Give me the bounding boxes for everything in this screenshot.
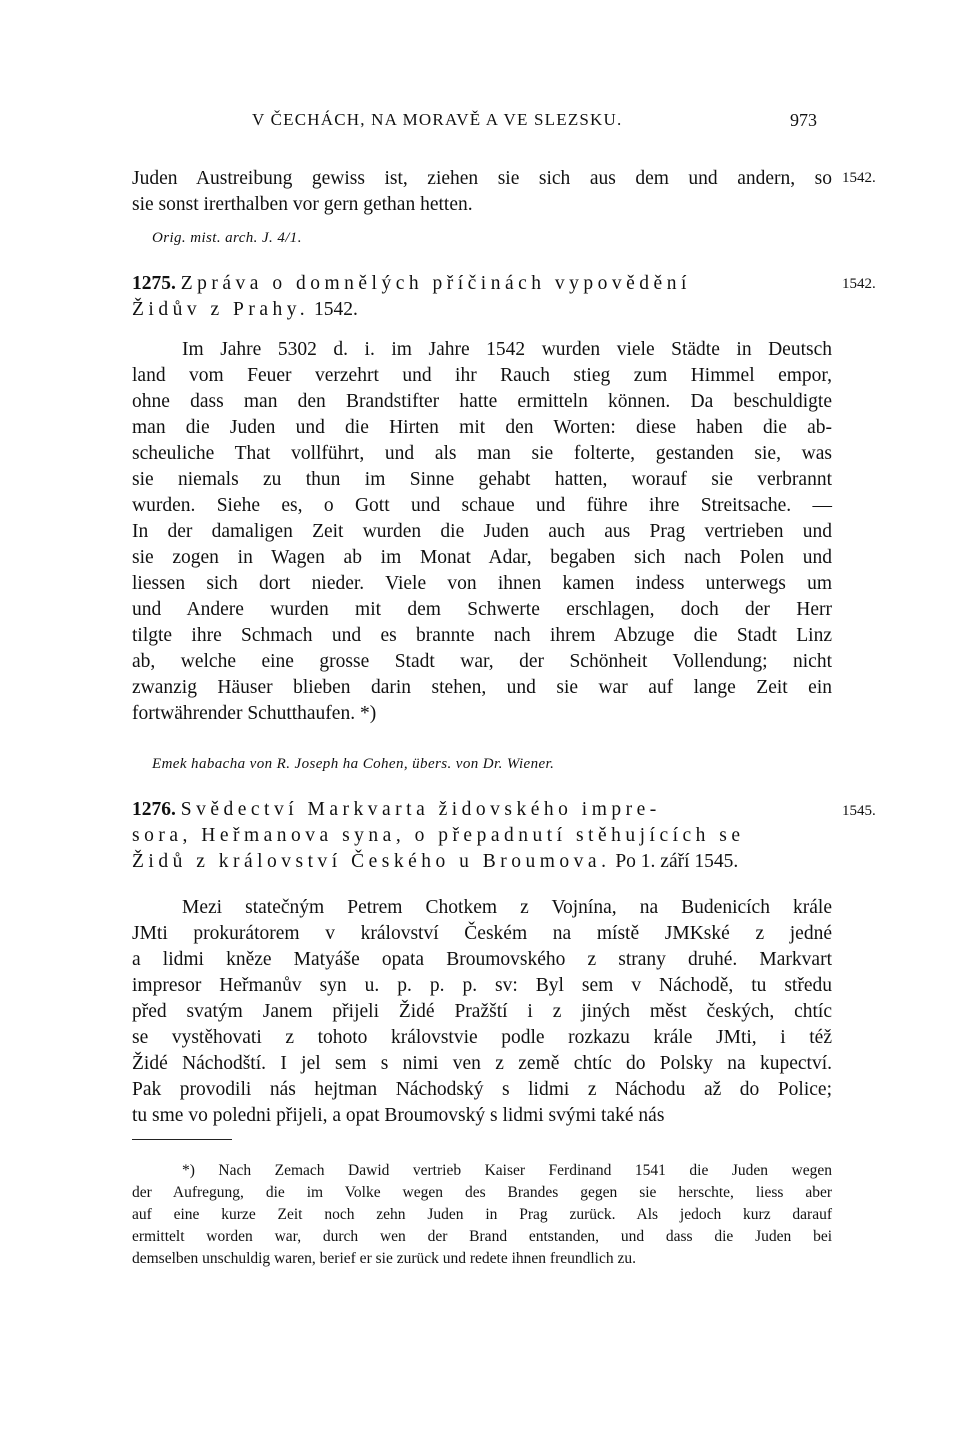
entry-number: 1276. <box>132 799 176 820</box>
page-header <box>0 110 960 138</box>
text-line: In der damaligen Zeit wurden die Juden auch aus Prag vertrieben und <box>132 521 832 542</box>
entry-1276-heading <box>132 797 837 875</box>
text-line: impresor Heřmanův syn u. p. p. p. sv: Byl sem v Náchodě, tu středu <box>132 975 832 996</box>
text-line: man die Juden und die Hirten mit den Worten: diese haben die ab- <box>132 417 832 438</box>
text-line: tilgte ihre Schmach und es brannte nach ihrem Abzuge die Stadt Linz <box>132 625 832 646</box>
entry-1276-body <box>132 895 832 1129</box>
text-line: ab, welche eine grosse Stadt war, der Schönheit Vollendung; nicht <box>132 651 832 672</box>
text-line: a lidmi kněze Matyáše opata Broumovského z strany druhé. Markvart <box>132 949 832 970</box>
text-line: auf eine kurze Zeit noch zehn Juden in Prag zurück. Als jedoch kurz darauf <box>132 1206 832 1223</box>
text-line: ohne dass man den Brandstifter hatte ermitteln können. Da beschuldigte <box>132 391 832 412</box>
entry-title-continued: sora, Heřmanova syna, o přepadnutí stěhujících se <box>132 825 745 846</box>
source-citation: Orig. mist. arch. J. 4/1. <box>152 230 302 246</box>
entry-title: Svědectví Markvarta židovského impre- <box>180 799 661 820</box>
margin-year: 1542. <box>842 170 876 186</box>
intro-paragraph <box>132 166 832 218</box>
text-line: Židé Náchodští. I jel sem s nimi ven z země chtíc do Polsky na kupectví. <box>132 1053 832 1074</box>
source-citation: Emek habacha von R. Joseph ha Cohen, übers. von Dr. Wiener. <box>152 756 555 772</box>
text-line: wurden. Siehe es, o Gott und schaue und führe ihre Streitsache. — <box>132 495 832 516</box>
entry-number: 1275. <box>132 273 176 294</box>
entry-title-continued: Židů z království Českého u Broumova. <box>132 851 611 872</box>
text-line: sie zogen in Wagen ab im Monat Adar, begaben sich nach Polen und <box>132 547 832 568</box>
text-line: sie niemals zu thun im Sinne gehabt hatten, worauf sie verbrannt <box>132 469 832 490</box>
footnote-divider <box>132 1139 232 1140</box>
entry-title: Zpráva o domnělých příčinách vypovědění <box>180 273 691 294</box>
text-line: ermittelt worden war, durch wen der Brand entstanden, und dass die Juden bei <box>132 1228 832 1245</box>
text-line: Pak provodili nás hejtman Náchodský s lidmi z Náchodu až do Police; <box>132 1079 832 1100</box>
text-line: liessen sich dort nieder. Viele von ihnen kamen indess unterwegs um <box>132 573 832 594</box>
text-line: und Andere wurden mit dem Schwerte erschlagen, doch der Herr <box>132 599 832 620</box>
text-line: JMti prokurátorem v království Českém na místě JMKské z jedné <box>132 923 832 944</box>
entry-1275-body <box>132 337 832 727</box>
text-line: sie sonst irerthalben vor gern gethan hetten. <box>132 194 473 215</box>
text-line: tu sme vo poledni přijeli, a opat Broumovský s lidmi svými také nás <box>132 1105 665 1126</box>
entry-1275-heading <box>132 271 837 323</box>
text-line: der Aufregung, die im Volke wegen des Brandes gegen sie herschte, liess aber <box>132 1184 832 1201</box>
margin-year: 1542. <box>842 276 876 292</box>
entry-date: Po 1. září 1545. <box>615 851 739 872</box>
text-line: fortwährender Schutthaufen. *) <box>132 703 377 724</box>
text-line: Im Jahre 5302 d. i. im Jahre 1542 wurden viele Städte in Deutsch <box>182 339 832 360</box>
text-line: před svatým Janem přijeli Židé Pražští i z jiných měst českých, chtíc <box>132 1001 832 1022</box>
footnote <box>132 1160 832 1270</box>
text-line: land vom Feuer verzehrt und ihr Rauch stieg zum Himmel empor, <box>132 365 832 386</box>
text-line: demselben unschuldig waren, berief er sie zurück und redete ihnen freundlich zu. <box>132 1250 636 1267</box>
text-line: *) Nach Zemach Dawid vertrieb Kaiser Ferdinand 1541 die Juden wegen <box>182 1162 832 1179</box>
page-number: 973 <box>790 110 817 130</box>
text-line: Juden Austreibung gewiss ist, ziehen sie sich aus dem und andern, so <box>132 168 832 189</box>
entry-date: 1542. <box>313 299 358 320</box>
margin-year: 1545. <box>842 803 876 819</box>
text-line: Mezi statečným Petrem Chotkem z Vojnína, na Budenicích krále <box>182 897 832 918</box>
entry-title-continued: Židův z Prahy. <box>132 299 310 320</box>
text-line: scheuliche That vollführt, und als man sie folterte, gestanden sie, was <box>132 443 832 464</box>
text-line: se vystěhovati z tohoto královstvie podle rozkazu krále JMti, i též <box>132 1027 832 1048</box>
text-line: zwanzig Häuser blieben darin stehen, und sie war auf lange Zeit ein <box>132 677 832 698</box>
running-head: V ČECHÁCH, NA MORAVĚ A VE SLEZSKU. <box>252 110 623 129</box>
